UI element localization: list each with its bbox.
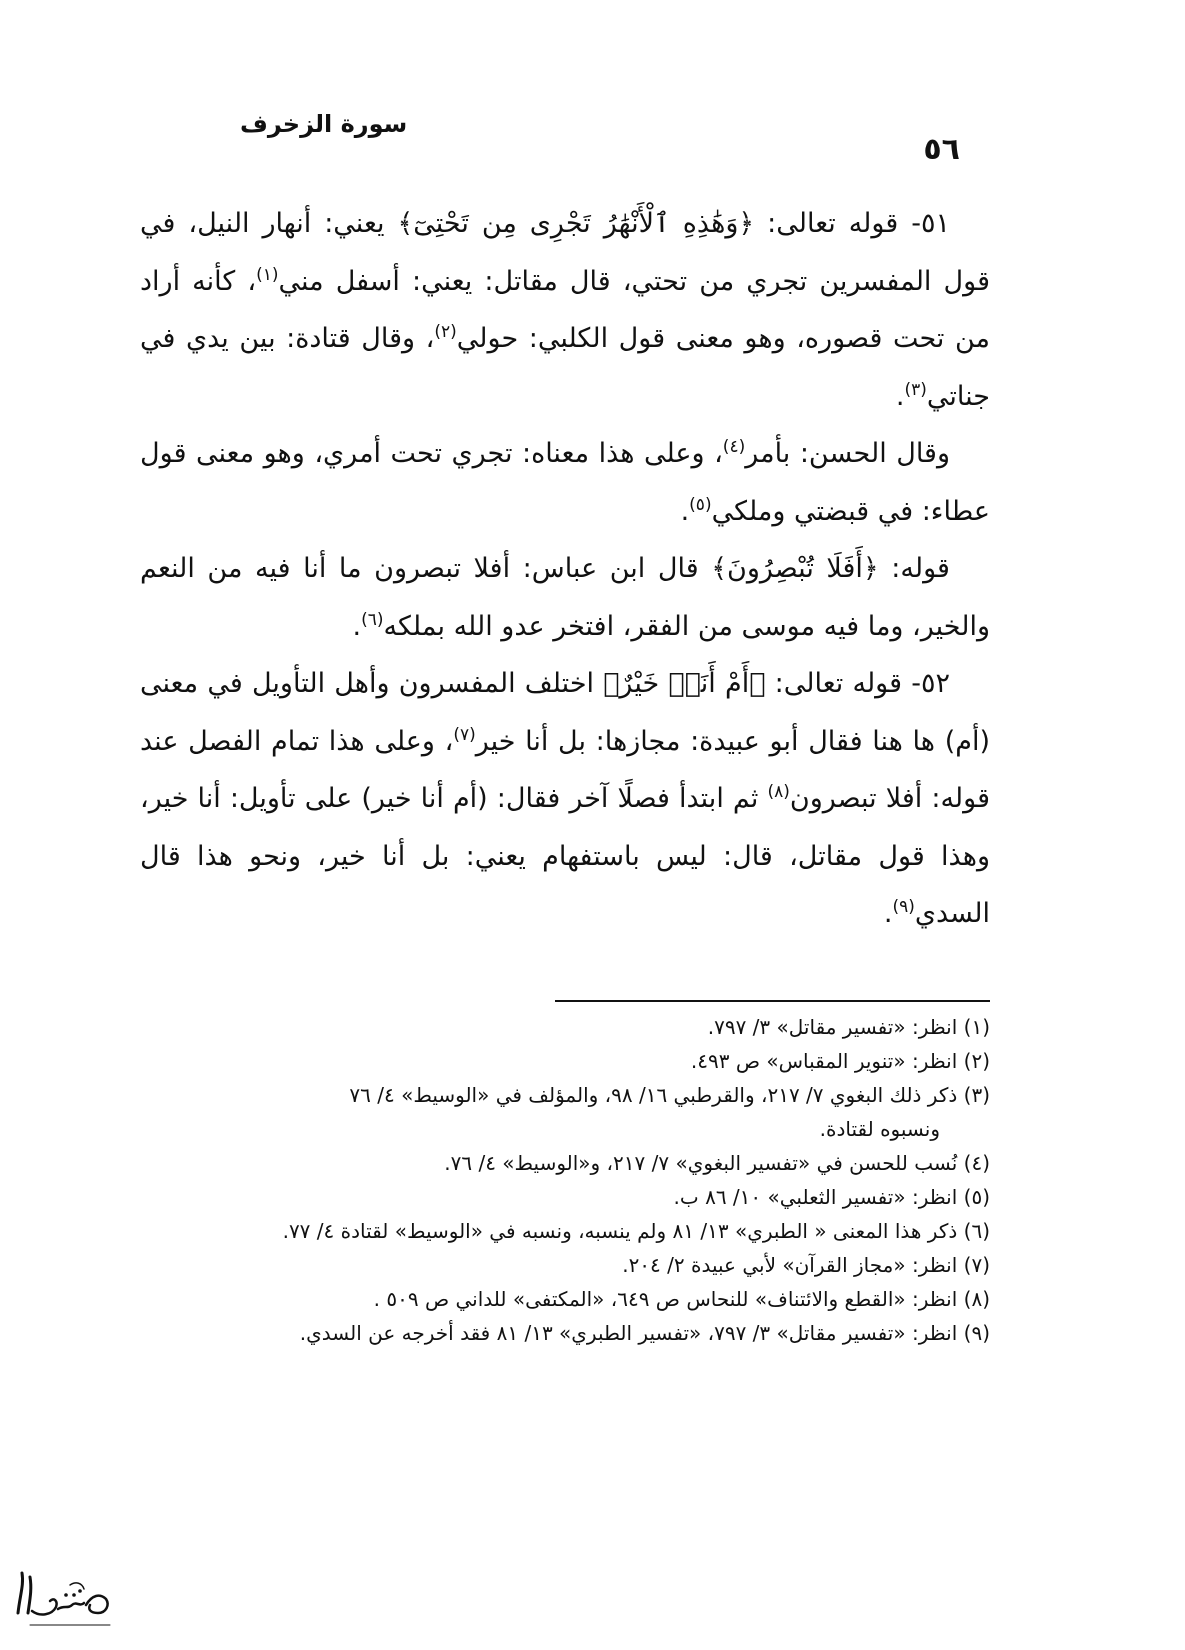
paragraph-hasan [140,425,990,540]
text-segment: اختلف المفسرون وأهل التأويل في معنى (أم) ها هنا فقال أبو عبيدة: مجازها: بل أنا خير [140,668,990,757]
footnote-ref-2[interactable]: (٢) [434,322,457,342]
footnote-divider [555,1000,990,1002]
footnote-ref-6[interactable]: (٦) [361,609,384,630]
text-segment: ثم ابتدأ فصلًا آخر فقال: (أم أنا خير) على تأويل: أنا خير، وهذا قول مقاتل، قال: ليس باستفهام يعني: بل أنا خير، ونحو هذا قال السدي [140,783,990,929]
footnote-number: (٦) [963,1219,990,1243]
verse-number-lead: ٥١- قوله تعالى: [754,208,950,239]
paragraph-verse-52 [140,655,990,943]
footnote-number: (٨) [963,1287,990,1311]
quran-quote: ﴿أَفَلَا تُبْصِرُونَ﴾ [711,553,879,584]
footnote-ref-3[interactable]: (٣) [904,379,927,400]
footnote-number: (٣) [963,1083,990,1107]
footnote-text: انظر: «تفسير مقاتل» ٣/ ٧٩٧. [707,1015,958,1039]
paragraph-verse-51 [140,195,990,425]
footnote-number: (٧) [963,1253,990,1277]
footnote-number: (٥) [963,1185,990,1209]
footnote-text: انظر: «مجاز القرآن» لأبي عبيدة ٢/ ٢٠٤. [622,1253,958,1277]
footnote-text: ذكر هذا المعنى « الطبري» ١٣/ ٨١ ولم ينسبه، ونسبه في «الوسيط» لقتادة ٤/ ٧٧. [282,1219,958,1243]
text-segment: . [895,380,905,412]
footnote-text: انظر: «تفسير مقاتل» ٣/ ٧٩٧، «تفسير الطبري» ١٣/ ٨١ فقد أخرجه عن السدي. [299,1321,958,1345]
footnote-ref-1[interactable]: (١) [256,264,279,285]
text-segment: . [352,610,362,642]
verse-number-lead: ٥٢- قوله تعالى: [765,668,950,699]
paragraph-afala-tubsirun [140,540,990,655]
footnotes [130,1010,990,1350]
footnote-text: انظر: «تنوير المقباس» ص ٤٩٣. [690,1049,958,1073]
footnote-number: (٢) [963,1049,990,1073]
footnote-ref-8[interactable]: (٨) [767,782,790,802]
publisher-logo [10,1565,120,1635]
page-number: ٥٦ [923,132,960,167]
footnote-9 [130,1316,990,1350]
footnote-text: انظر: «القطع والائتناف» للنحاس ص ٦٤٩، «المكتفى» للداني ص ٥٠٩ . [373,1287,958,1311]
footnote-ref-4[interactable]: (٤) [722,437,746,457]
footnote-text: نُسب للحسن في «تفسير البغوي» ٧/ ٢١٧، و«الوسيط» ٤/ ٧٦. [444,1151,958,1175]
text-segment: يعني: أنهار النيل، في قول المفسرين تجري من تحتي، قال مقاتل: يعني: أسفل مني [140,208,991,297]
surah-title: سورة الزخرف [240,110,408,138]
footnote-1 [130,1010,990,1044]
text-segment: . [680,495,690,527]
footnote-2 [130,1044,990,1078]
footnote-number: (٩) [963,1321,990,1345]
footnote-3 [130,1078,990,1112]
footnote-3-continued: ونسبوه لقتادة. [819,1117,940,1141]
footnote-ref-5[interactable]: (٥) [689,494,712,515]
footnote-5 [130,1180,990,1214]
text-segment: ، وقال قتادة: بين يدي في جناتي [140,323,990,412]
text-segment: قوله: [878,553,950,584]
footnote-4 [130,1146,990,1180]
text-segment: وقال الحسن: بأمر [745,438,950,469]
footnote-ref-7[interactable]: (٧) [453,724,476,745]
footnote-number: (٤) [963,1151,990,1175]
footnote-ref-9[interactable]: (٩) [892,897,915,917]
quran-quote: ﴿وَهَٰذِهِ ٱلْأَنْهَٰرُ تَجْرِى مِن تَحْتِىٓ﴾ [397,208,755,239]
page-header [240,110,960,170]
text-segment: ، وعلى هذا معناه: تجري تحت أمري، وهو معنى قول عطاء: في قبضتي وملكي [140,438,990,527]
main-text [140,195,990,943]
footnote-text: انظر: «تفسير الثعلبي» ١٠/ ٨٦ ب. [673,1185,958,1209]
footnote-8 [130,1282,990,1316]
footnote-number: (١) [963,1015,990,1039]
footnote-text: ذكر ذلك البغوي ٧/ ٢١٧، والقرطبي ١٦/ ٩٨، والمؤلف في «الوسيط» ٤/ ٧٦ [349,1083,958,1107]
footnote-6 [130,1214,990,1248]
text-segment: قال ابن عباس: أفلا تبصرون ما أنا فيه من النعم والخير، وما فيه موسى من الفقر، افتخر عدو الله بملكه [140,553,990,642]
text-segment: ، كأنه أراد من تحت قصوره، وهو معنى قول الكلبي: حولي [140,265,990,354]
text-segment: . [883,898,893,929]
footnote-7 [130,1248,990,1282]
text-segment: ، وعلى هذا تمام الفصل عند قوله: أفلا تبصرون [140,725,990,814]
quran-quote: ﴿أَمْ أَنَا۠ خَيْرٌ﴾ [603,668,766,699]
